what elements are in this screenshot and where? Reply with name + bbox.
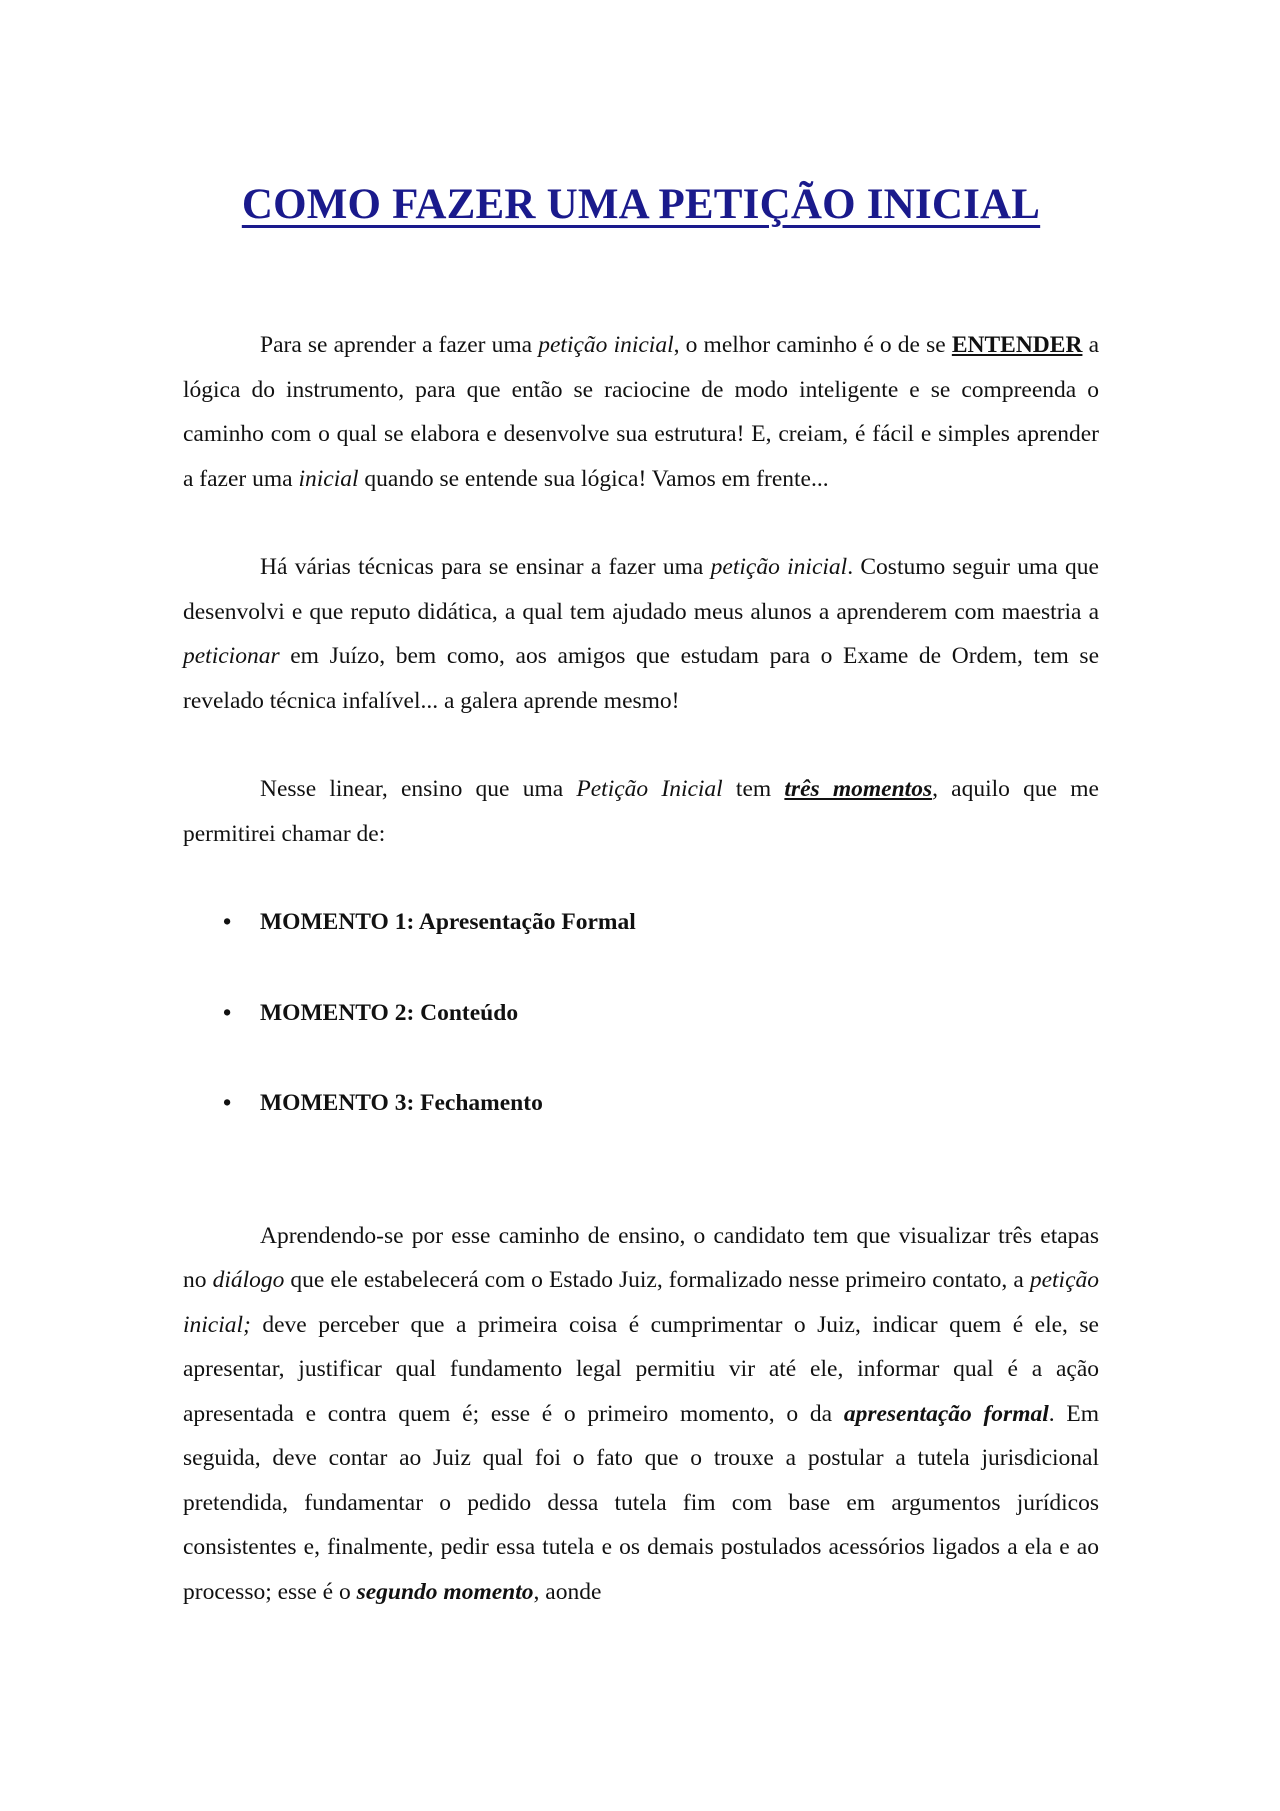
- italic-term: petição inicial: [538, 332, 674, 358]
- list-item-label: MOMENTO 2: Conteúdo: [260, 999, 519, 1026]
- bullet: •: [223, 909, 232, 935]
- text-run: . Costumo seguir uma que desenvolvi e que reputo didática, a qual tem ajudado meus alunos a aprenderem com maestria a: [183, 554, 1099, 625]
- list-item-label: MOMENTO 1: Apresentação Formal: [260, 909, 636, 935]
- page-title: COMO FAZER UMA PETIÇÃO INICIAL: [241, 181, 1041, 228]
- text-run: quando se entende sua lógica! Vamos em frente...: [358, 465, 829, 492]
- paragraph-learning-path: [183, 1214, 1099, 1615]
- italic-term: peticionar: [183, 643, 280, 669]
- text-run: , aonde: [533, 1578, 602, 1605]
- list-item: [183, 991, 1099, 1036]
- text-run: Nesse linear, ensino que uma: [260, 776, 577, 802]
- emphasis-apresentacao-formal: apresentação formal: [843, 1400, 1049, 1427]
- paragraph-techniques: [183, 545, 1099, 723]
- bullet: •: [223, 999, 232, 1026]
- text-run: que ele estabelecerá com o Estado Juiz, formalizado nesse primeiro contato, a: [284, 1267, 1030, 1293]
- italic-term: inicial: [298, 465, 359, 492]
- italic-term: Petição Inicial: [576, 776, 723, 802]
- text-run: tem: [722, 776, 785, 802]
- text-run: a lógica do instrumento, para que então se raciocine de modo inteligente e se compreenda o caminho com o qual se elabora e desenvolve sua estrutura! E, creiam, é fácil e simples aprender a fazer uma: [183, 332, 1100, 492]
- italic-term: petição inicial;: [183, 1267, 1100, 1338]
- text-run: Para se aprender a fazer uma: [260, 332, 539, 358]
- text-run: Aprendendo-se por esse caminho de ensino, o candidato tem que visualizar três etapas no: [183, 1222, 1099, 1293]
- moments-list: [183, 900, 1099, 1126]
- text-run: em Juízo, bem como, aos amigos que estudam para o Exame de Ordem, tem se revelado técnica infalível... a galera aprende mesmo!: [183, 643, 1099, 714]
- text-run: . Em seguida, deve contar ao Juiz qual foi o fato que o trouxe a postular a tutela jurisdicional pretendida, fundamentar o pedido dessa tutela fim com base em argumentos jurídicos consistentes e, finalmente, pedir essa tutela e os demais postulados acessórios ligados a ela e ao processo; esse é o: [183, 1400, 1100, 1605]
- list-item-label: MOMENTO 3: Fechamento: [260, 1090, 543, 1116]
- paragraph-moments-intro: [183, 767, 1099, 856]
- italic-term: petição inicial: [710, 554, 848, 580]
- emphasis-tres-momentos: três momentos: [784, 776, 933, 802]
- text-run: Há várias técnicas para se ensinar a fazer uma: [260, 554, 711, 580]
- paragraph-intro: [183, 323, 1099, 501]
- text-run: , o melhor caminho é o de se: [673, 332, 952, 358]
- text-run: , aquilo que me permitirei chamar de:: [183, 776, 1099, 847]
- text-run: deve perceber que a primeira coisa é cumprimentar o Juiz, indicar quem é ele, se apresentar, justificar qual fundamento legal permitiu vir até ele, informar qual é a ação apresentada e contra quem é; esse é o primeiro momento, o da: [183, 1311, 1099, 1427]
- bullet: •: [223, 1090, 232, 1116]
- list-item: [183, 900, 1099, 945]
- list-item: [183, 1081, 1099, 1126]
- emphasis-segundo-momento: segundo momento: [356, 1578, 534, 1605]
- emphasis-entender: ENTENDER: [951, 332, 1083, 358]
- italic-term: diálogo: [212, 1267, 285, 1293]
